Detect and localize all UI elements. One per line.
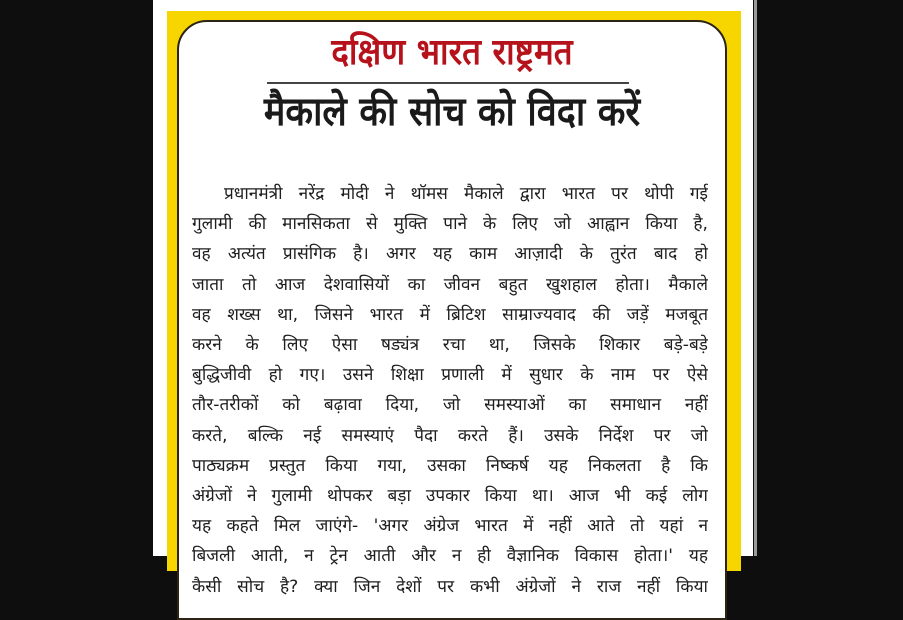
body-line: जाता तो आज देशवासियों का जीवन बहुत खुशहाल होता। मैकाले xyxy=(192,274,708,295)
newspaper-page xyxy=(153,0,753,597)
body-line: बिजली आती, न ट्रेन आती और न ही वैज्ञानिक विकास होता।' यह xyxy=(192,546,708,567)
masthead-divider xyxy=(267,82,629,84)
body-line: अंग्रेजों ने गुलामी थोपकर बड़ा उपकार किया था। आज भी कई लोग xyxy=(192,486,708,507)
headline: मैकाले की सोच को विदा करें xyxy=(263,89,641,135)
body-line: प्रधानमंत्री नरेंद्र मोदी ने थॉमस मैकाले द्वारा भारत पर थोपी गई xyxy=(224,184,708,204)
body-line: वह अत्यंत प्रासंगिक है। अगर यह काम आज़ादी के तुरंत बाद हो xyxy=(192,244,708,265)
body-line: बुद्धिजीवी हो गए। उसने शिक्षा प्रणाली में सुधार के नाम पर ऐसे xyxy=(192,365,708,386)
editorial-card xyxy=(177,20,727,620)
body-line: करते, बल्कि नई समस्याएं पैदा करते हैं। उसके निर्देश पर जो xyxy=(192,425,708,446)
body-line: कैसी सोच है? क्या जिन देशों पर कभी अंग्रेजों ने राज नहीं किया xyxy=(192,576,708,597)
body-line: पाठ्यक्रम प्रस्तुत किया गया, उसका निष्कर्ष यह निकलता है कि xyxy=(192,455,708,476)
body-line: करने के लिए ऐसा षड्यंत्र रचा था, जिसके शिकार बड़े-बड़े xyxy=(192,335,708,356)
masthead: दक्षिण भारत राष्ट्रमत xyxy=(331,32,573,73)
article-body xyxy=(192,179,708,602)
body-line: तौर-तरीकों को बढ़ावा दिया, जो समस्याओं का समाधान नहीं xyxy=(192,395,708,416)
body-line: यह कहते मिल जाएंगे- 'अगर अंग्रेज भारत में नहीं आते तो यहां न xyxy=(192,516,708,537)
page-edge xyxy=(754,0,757,556)
body-line: गुलामी की मानसिकता से मुक्ति पाने के लिए जो आह्वान किया है, xyxy=(192,214,708,235)
body-line: वह शख्स था, जिसने भारत में ब्रिटिश साम्राज्यवाद की जड़ें मजबूत xyxy=(192,304,708,325)
yellow-frame xyxy=(167,11,741,597)
